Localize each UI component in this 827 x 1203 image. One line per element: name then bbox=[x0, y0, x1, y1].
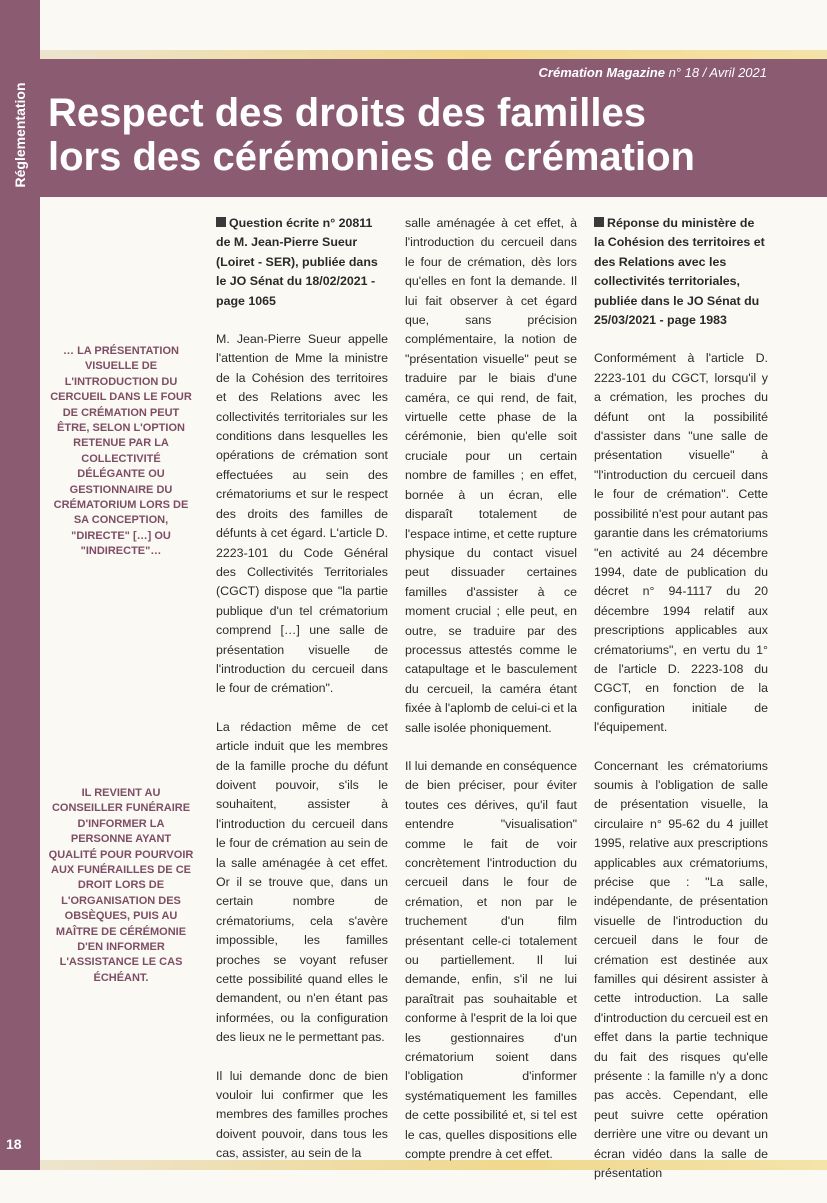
article-header bbox=[40, 59, 827, 197]
text-column-1 bbox=[216, 214, 388, 1183]
question-paragraph-1: M. Jean-Pierre Sueur appelle l'attention de Mme la ministre de la Cohésion des territoires et des Relations avec les collectivités territoriales sur les conditions dans lesquelles les opérations de crémation sont effectuées au sein des crématoriums et sur le respect des droits des familles de défunts à cet égard. L'article D. 2223-101 du Code Général des Collectivités Territoriales (CGCT) dispose que "la partie publique d'un tel crématorium comprend […] une salle de présentation visuelle de l'introduction du cercueil dans le four de crémation". bbox=[216, 332, 388, 696]
question-paragraph-2: La rédaction même de cet article induit que les membres de la famille proche du défunt doivent pouvoir, s'ils le souhaitent, assister à l'introduction du cercueil dans le four de crémation au sein de la salle aménagée à cet effet. Or il se trouve que, dans un certain nombre de crématoriums, cela s'avère impossible, les familles proches se voyant refuser cette possibilité quand elles le demandent, ou n'en étant pas informées, ou la configuration des lieux ne le permettant pas. bbox=[216, 719, 388, 1045]
square-bullet-icon bbox=[594, 217, 604, 227]
question-paragraph-5: Il lui demande en conséquence de bien préciser, pour éviter toutes ces dérives, qu'il faut entendre "visualisation" comme le fait de voir concrètement l'introduction du cercueil dans le four de crémation, et non par le truchement d'un film présentant celle-ci totalement ou partiellement. Il lui demande, enfin, s'il ne lui paraîtrait pas souhaitable et conforme à l'esprit de la loi que les gestionnaires d'un crématorium soient dans l'obligation d'informer systématiquement les familles de cette possibilité et, si tel est le cas, quelles dispositions elle compte prendre à cet effet. bbox=[405, 758, 577, 1162]
section-label bbox=[2, 60, 38, 210]
top-gradient-bar bbox=[40, 50, 827, 59]
pull-quote-2: IL REVIENT AU CONSEILLER FUNÉRAIRE D'INFORMER LA PERSONNE AYANT QUALITÉ POUR POURVOIR AUX FUNÉRAILLES DE CE DROIT LORS DE L'ORGANISATION DES OBSÈQUES, PUIS AU MAÎTRE DE CÉRÉMONIE D'EN INFORMER L'ASSISTANCE LE CAS ÉCHÉANT. bbox=[48, 787, 194, 984]
question-paragraph-4: salle aménagée à cet effet, à l'introduction du cercueil dans le four de crémation, dès lors qu'elles en font la demande. Il lui fait observer à cet égard que, sans précision complémentaire, la notion de "présentation visuelle" peut se traduire par le biais d'une caméra, ce qui rend, de fait, virtuelle cette phase de la cérémonie, bien qu'elle soit cruciale pour un certain nombre de familles ; en effet, bornée à un écran, elle disparaît totalement de l'espace intime, et cette rupture physique du contact visuel peut dissuader certaines familles d'assister à ce moment crucial ; elle peut, en outre, se traduire par des processus attestés comme le catapultage et le basculement du cercueil, la caméra étant fixée à l'aplomb de celui-ci et la salle isolée phoniquement. bbox=[405, 216, 577, 735]
issue-number: n° 18 / Avril 2021 bbox=[668, 65, 767, 80]
response-paragraph-2: Concernant les crématoriums soumis à l'obligation de salle de présentation visuelle, la circulaire n° 95-62 du 4 juillet 1995, relative aux prescriptions applicables aux crématoriums, précise que : "La salle, indépendante, de présentation visuelle de l'introduction du cercueil dans le four de crémation est destinée aux familles qui désirent assister à cette introduction. La salle d'introduction du cercueil est en effet dans la partie technique du fait des risques qu'elle présente : la famille n'y a donc pas accès. Cependant, elle peut suivre cette opération derrière une vitre ou devant un écran vidéo dans la salle de présentation bbox=[594, 758, 768, 1181]
title-line-1: Respect des droits des familles bbox=[48, 91, 647, 135]
pull-quote-1: … LA PRÉSENTATION VISUELLE DE L'INTRODUCTION DU CERCUEIL DANS LE FOUR DE CRÉMATION PEUT ÊTRE, SELON L'OPTION RETENUE PAR LA COLLECTIVITÉ DÉLÉGANTE OU GESTIONNAIRE DU CRÉMATORIUM LORS DE SA CONCEPTION, "DIRECTE" […] OU "INDIRECTE"… bbox=[50, 345, 192, 558]
question-heading-text: Question écrite n° 20811 de M. Jean-Pierre Sueur (Loiret - SER), publiée dans le JO Sénat du 18/02/2021 - page 1065 bbox=[216, 216, 378, 308]
page-number: 18 bbox=[6, 1136, 22, 1152]
question-paragraph-3: Il lui demande donc de bien vouloir lui confirmer que les membres des familles proches doivent pouvoir, dans tous les cas, assister, au sein de la bbox=[216, 1068, 388, 1161]
text-column-3 bbox=[594, 214, 768, 1203]
question-heading bbox=[216, 214, 388, 311]
section-label-text: Réglementation bbox=[12, 82, 28, 188]
response-heading-text: Réponse du ministère de la Cohésion des territoires et des Relations avec les collectivités territoriales, publiée dans le JO Sénat du 25/03/2021 - page 1983 bbox=[594, 216, 765, 328]
square-bullet-icon bbox=[216, 217, 226, 227]
response-paragraph-1: Conformément à l'article D. 2223-101 du CGCT, lorsqu'il y a crémation, les proches du défunt ont la possibilité d'assister dans "une salle de présentation visuelle" à "l'introduction du cercueil dans le four de crémation". Cette possibilité n'est pour autant pas garantie dans les crématoriums "en activité au 24 décembre 1994, date de publication du décret n° 94-1117 du 20 décembre 1994 relatif aux prescriptions applicables aux crématoriums", en vertu du 1° de l'article D. 2223-108 du CGCT, en fonction de la configuration initiale de l'équipement. bbox=[594, 351, 768, 735]
response-heading bbox=[594, 214, 768, 330]
article-title bbox=[48, 91, 818, 179]
title-line-2: lors des cérémonies de crémation bbox=[48, 135, 695, 179]
magazine-name: Crémation Magazine bbox=[538, 65, 665, 80]
text-column-2 bbox=[405, 214, 577, 1184]
issue-line bbox=[539, 65, 767, 80]
